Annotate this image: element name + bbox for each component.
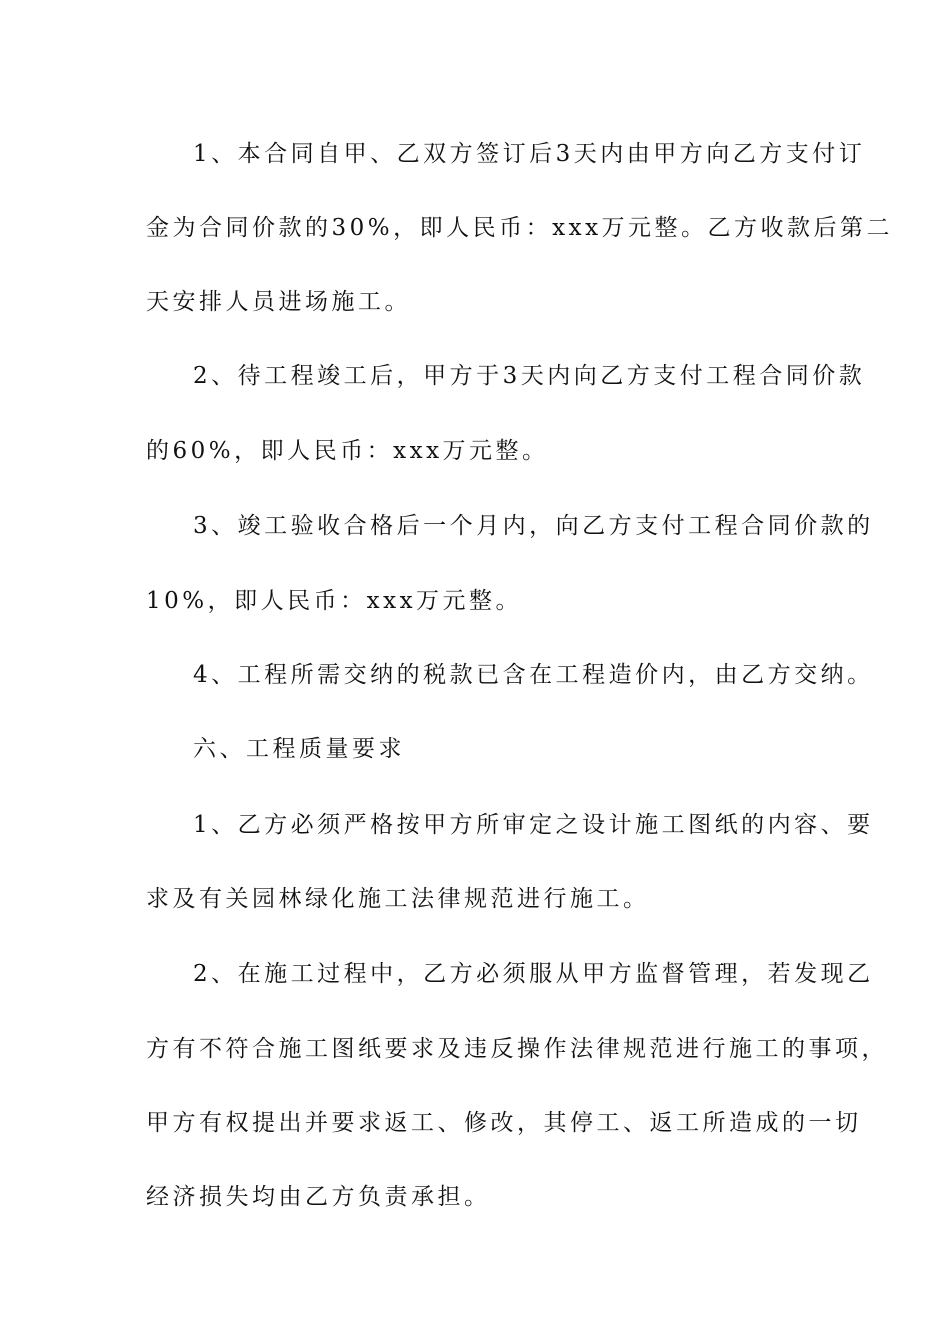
payment-clause-3-line-2: 10%，即人民币：xxx万元整。: [146, 588, 523, 614]
payment-clause-3-line-1: 3、竣工验收合格后一个月内，向乙方支付工程合同价款的: [193, 513, 874, 539]
quality-clause-1-line-2: 求及有关园林绿化施工法律规范进行施工。: [146, 886, 650, 912]
payment-clause-1-line-3: 天安排人员进场施工。: [146, 289, 411, 315]
quality-clause-2-line-4: 经济损失均由乙方负责承担。: [146, 1184, 491, 1210]
quality-clause-2-line-3: 甲方有权提出并要求返工、修改，其停工、返工所造成的一切: [146, 1110, 862, 1136]
payment-clause-1-line-1: 1、本合同自甲、乙双方签订后3天内由甲方向乙方支付订: [193, 141, 866, 167]
payment-clause-2-line-1: 2、待工程竣工后，甲方于3天内向乙方支付工程合同价款: [193, 363, 866, 389]
section-heading-quality: 六、工程质量要求: [193, 736, 405, 762]
quality-clause-2-line-1: 2、在施工过程中，乙方必须服从甲方监督管理，若发现乙: [193, 961, 874, 987]
quality-clause-2-line-2: 方有不符合施工图纸要求及违反操作法律规范进行施工的事项，: [146, 1036, 888, 1062]
payment-clause-1-line-2: 金为合同价款的30%，即人民币：xxx万元整。乙方收款后第二: [146, 215, 894, 241]
payment-clause-2-line-2: 的60%，即人民币：xxx万元整。: [146, 438, 549, 464]
payment-clause-4: 4、工程所需交纳的税款已含在工程造价内，由乙方交纳。: [193, 662, 874, 688]
quality-clause-1-line-1: 1、乙方必须严格按甲方所审定之设计施工图纸的内容、要: [193, 812, 874, 838]
